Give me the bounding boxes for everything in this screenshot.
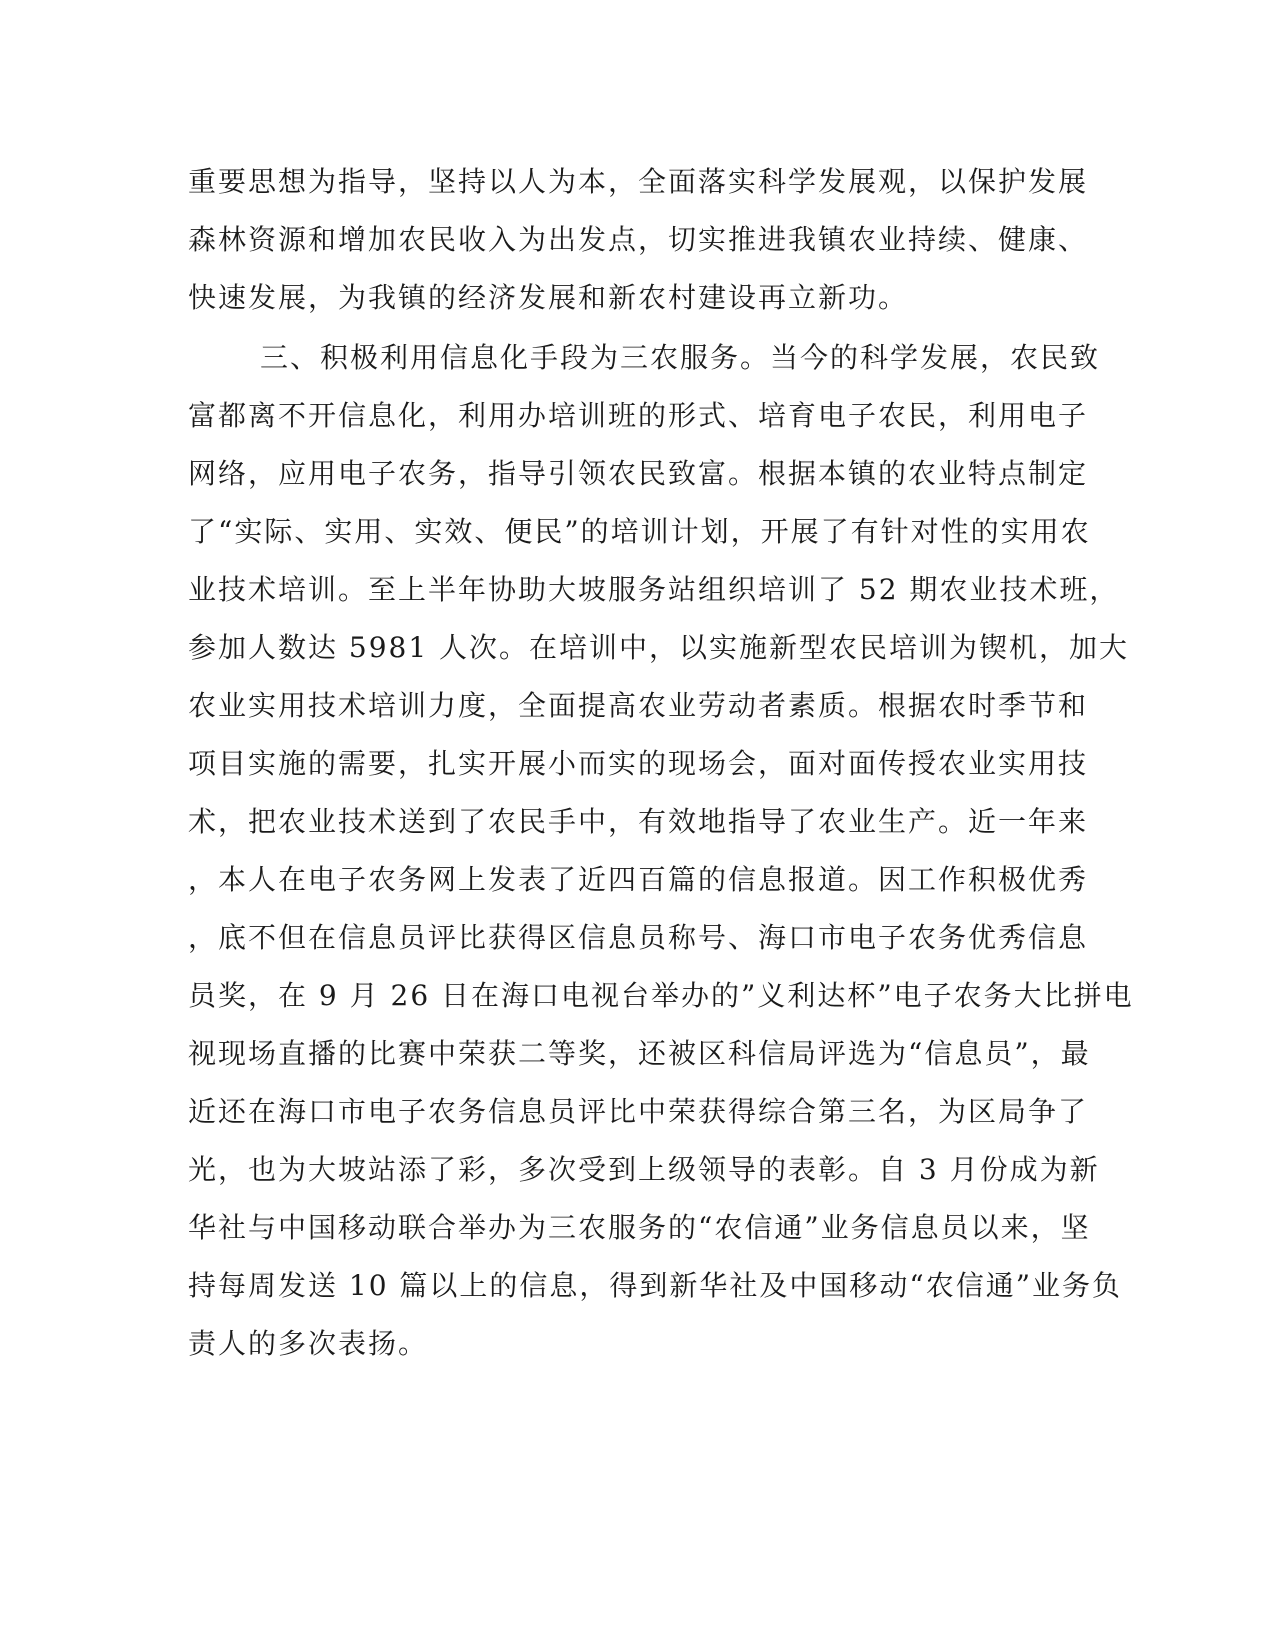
text-line: 责人的多次表扬。 [188,1327,429,1360]
text-line: 森林资源和增加农民收入为出发点，切实推进我镇农业持续、健康、 [188,223,1089,256]
text-line: 持每周发送 10 篇以上的信息，得到新华社及中国移动“农信通”业务负 [188,1269,1123,1302]
text-line: 了“实际、实用、实效、便民”的培训计划，开展了有针对性的实用农 [188,515,1091,548]
paragraph-start-line: 三、积极利用信息化手段为三农服务。当今的科学发展，农民致 [260,341,1101,374]
text-line: 参加人数达 5981 人次。在培训中，以实施新型农民培训为锲机，加大 [188,631,1130,664]
text-line: 光，也为大坡站添了彩，多次受到上级领导的表彰。自 3 月份成为新 [188,1153,1100,1186]
text-line: 术，把农业技术送到了农民手中，有效地指导了农业生产。近一年来 [188,805,1089,838]
text-line: ，底不但在信息员评比获得区信息员称号、海口市电子农务优秀信息 [188,921,1089,954]
text-line: 富都离不开信息化，利用办培训班的形式、培育电子农民，利用电子 [188,399,1089,432]
text-line: 华社与中国移动联合举办为三农服务的“农信通”业务信息员以来，坚 [188,1211,1091,1244]
text-line: 快速发展，为我镇的经济发展和新农村建设再立新功。 [188,281,909,314]
text-line: 业技术培训。至上半年协助大坡服务站组织培训了 52 期农业技术班， [188,573,1120,606]
text-line: ，本人在电子农务网上发表了近四百篇的信息报道。因工作积极优秀 [188,863,1089,896]
text-line: 视现场直播的比赛中荣获二等奖，还被区科信局评选为“信息员”，最 [188,1037,1091,1070]
text-line: 网络，应用电子农务，指导引领农民致富。根据本镇的农业特点制定 [188,457,1089,490]
text-line: 项目实施的需要，扎实开展小而实的现场会，面对面传授农业实用技 [188,747,1089,780]
text-line: 员奖，在 9 月 26 日在海口电视台举办的”义利达杯”电子农务大比拼电 [188,979,1134,1012]
text-line: 重要思想为指导，坚持以人为本，全面落实科学发展观，以保护发展 [188,165,1089,198]
text-line: 近还在海口市电子农务信息员评比中荣获得综合第三名，为区局争了 [188,1095,1089,1128]
text-line: 农业实用技术培训力度，全面提高农业劳动者素质。根据农时季节和 [188,689,1089,722]
